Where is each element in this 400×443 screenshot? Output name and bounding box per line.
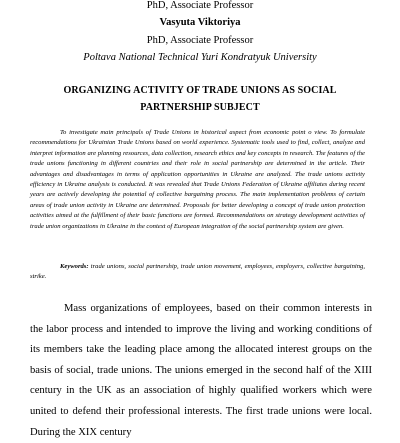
author-institution: Poltava National Technical Yuri Kondratyuk University	[83, 52, 317, 63]
author-position-1: PhD, Associate Professor	[146, 0, 254, 11]
author-position-2: PhD, Associate Professor	[146, 35, 254, 46]
paper-title: ORGANIZING ACTIVITY OF TRADE UNIONS AS SOCIAL PARTNERSHIP SUBJECT	[63, 85, 337, 113]
body-paragraph: Mass organizations of employees, based on their common interests in the labor process and intended to improve the living and working conditions of its members take the leading place among the allocated interest groups on the basis of social, trade unions. The unions emerged in the second half of the XIII century in the UK as an association of highly qualified workers which were united to defend their professional interests. The first trade unions were local. During the XIX century	[30, 303, 372, 438]
abstract: To investigate main principals of Trade Unions in historical aspect from economic point o view. To formulate recommendations for Ukrainian Trade Unions based on world experience. Systematic tools used to find, collect, analyze and interpret information are planning resources, data collection, research ethics and key concepts in research. The features of the trade unions functioning in different countries and their role in social partnership are determined in the article. Their advantages and disadvantages in terms of application opportunities in Ukraine are analyzed. The trade unions activity efficiency in Ukraine analysis is conducted. It was revealed that Trade Unions Federation of Ukraine affiliates during recent years are actively developing the potential of collective bargaining process. The main implementation problems of certain areas of trade union activity in Ukraine are determined. Proposals for better developing a concept of trade union protection activities aimed at the fulfillment of their basic functions are formed. Recommendations on strategy development activities of trade union organizations in Ukraine in the context of European integration of the social partnership system are given.	[30, 129, 365, 230]
author-name: Vasyuta Viktoriya	[159, 17, 241, 28]
keywords	[30, 262, 365, 283]
keywords-text: trade unions, social partnership, trade union movement, employees, employers, collective bargaining, strike.	[30, 263, 365, 281]
keywords-label: Keywords:	[60, 263, 89, 270]
